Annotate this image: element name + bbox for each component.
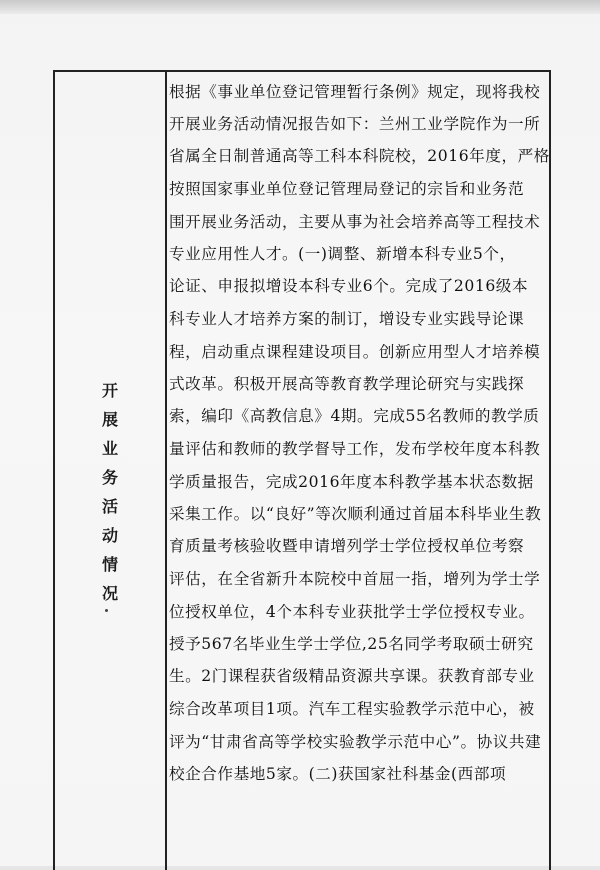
label-char: 情: [101, 555, 119, 574]
paragraph-line: 育质量考核验收暨申请增列学士学位授权单位考察: [169, 537, 525, 555]
label-char: 动: [101, 526, 119, 545]
paragraph-line: 采集工作。以“良好”等次顺利通过首届本科毕业生教: [169, 505, 542, 523]
paragraph-line: 位授权单位，4个本科专业获批学士学位授权专业。: [169, 603, 535, 621]
paragraph-line: 学质量报告，完成2016年度本科教学基本状态数据: [169, 473, 534, 491]
paragraph-line: 式改革。积极开展高等教育教学理论研究与实践探: [169, 375, 525, 393]
paragraph-line: 围开展业务活动，主要从事为社会培养高等工程技术: [169, 213, 541, 231]
paragraph-line: 综合改革项目1项。汽车工程实验教学示范中心，被: [169, 700, 535, 718]
paragraph-line: 按照国家事业单位登记管理局登记的宗旨和业务范: [169, 180, 525, 198]
paragraph-line: 开展业务活动情况报告如下：兰州工业学院作为一所: [169, 115, 541, 133]
label-char: 业: [101, 439, 119, 458]
label-cell: [55, 72, 165, 870]
label-char: 况: [101, 584, 119, 603]
paragraph-line: 评为“甘肃省高等学校实验教学示范中心”。协议共建: [169, 733, 542, 751]
label-char: 开: [101, 381, 119, 400]
form-table: [53, 70, 551, 870]
paragraph-line: 生。2门课程获省级精品资源共享课。获教育部专业: [169, 667, 535, 685]
paragraph-line: 程，启动重点课程建设项目。创新应用型人才培养模: [169, 343, 541, 361]
paragraph-line: 论证、申报拟增设本科专业6个。完成了2016级本: [169, 277, 529, 295]
label-char: 展: [101, 410, 119, 429]
paragraph-line: 校企合作基地5家。(二)获国家社科基金(西部项: [169, 765, 507, 783]
paragraph-line: 根据《事业单位登记管理暂行条例》规定，现将我校: [169, 83, 541, 101]
label-char: 活: [101, 497, 119, 516]
scan-top-shadow: [0, 0, 600, 14]
paragraph-line: 科专业人才培养方案的制订，增设专业实践导论课: [169, 310, 525, 328]
column-divider: [165, 72, 167, 870]
paragraph-line: 量评估和教师的教学督导工作，发布学校年度本科教: [169, 440, 541, 458]
label-char: 务: [101, 468, 119, 487]
scan-dot-mark: [105, 609, 108, 612]
paragraph-line: 评估，在全省新升本院校中首屈一指，增列为学士学: [169, 570, 541, 588]
paragraph-line: 专业应用性人才。(一)调整、新增本科专业5个，: [169, 245, 516, 263]
paragraph-line: 省属全日制普通高等工科本科院校，2016年度，严格: [169, 147, 550, 165]
paragraph-line: 索，编印《高教信息》4期。完成55名教师的教学质: [169, 407, 540, 425]
paragraph-line: 授予567名毕业生学士学位,25名同学考取硕士研究: [169, 635, 534, 653]
